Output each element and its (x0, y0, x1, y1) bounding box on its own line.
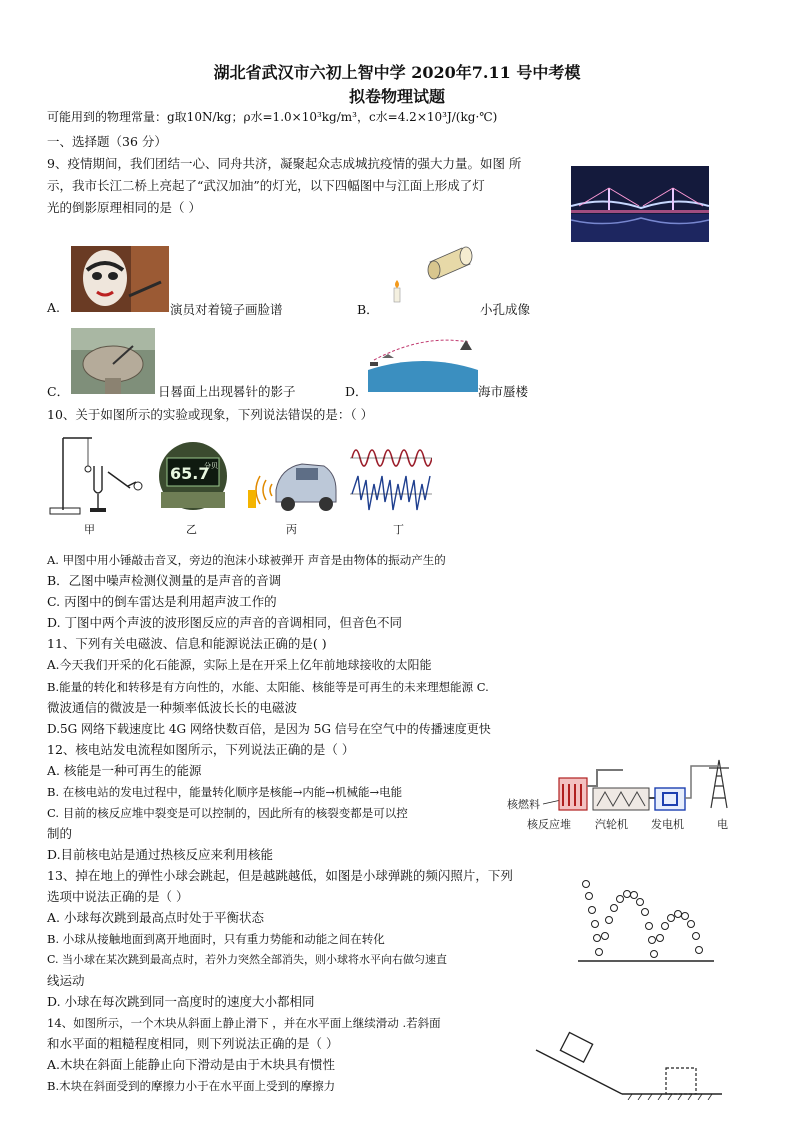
section-heading: 一、选择题（36 分） (47, 134, 167, 149)
q10-option-a: A. 甲图中用小锤敲击音叉，旁边的泡沫小球被弹开 声音是由物体的振动产生的 (47, 553, 446, 567)
q9-option-c-letter: C． (47, 384, 70, 399)
q14-option-a: A.木块在斜面上能静止向下滑动是由于木块具有惯性 (47, 1057, 336, 1072)
mirage-figure (368, 330, 478, 392)
q11-stem: 11、下列有关电磁波、信息和能源说法正确的是( ) (47, 636, 327, 651)
sound-waveforms-figure (350, 440, 432, 516)
q9-stem-line1: 9、疫情期间，我们团结一心、同舟共济，凝聚起众志成城抗疫情的强大力量。如图 所 (47, 156, 522, 171)
noise-meter-unit: 分贝 (204, 462, 218, 470)
q10-fig-label-c: 丙 (286, 523, 297, 536)
q13-option-a: A. 小球每次跳到最高点时处于平衡状态 (47, 910, 264, 925)
actor-mirror-makeup-photo (71, 246, 169, 312)
q9-option-a-letter: A. (47, 300, 61, 315)
q14-option-b: B.木块在斜面受到的摩擦力小于在水平面上受到的摩擦力 (47, 1079, 336, 1093)
tuning-fork-figure (48, 432, 148, 516)
q13-stem-line2: 选项中说法正确的是（ ） (47, 889, 189, 904)
q11-option-b: B.能量的转化和转移是有方向性的，水能、太阳能、核能等是可再生的未来理想能源 C. (47, 680, 489, 694)
fig-label-electricity: 电 (717, 818, 728, 831)
q13-option-b: B. 小球从接触地面到离开地面时，只有重力势能和动能之间在转化 (47, 932, 385, 946)
q11-option-c: 微波通信的微波是一种频率低波长长的电磁波 (47, 700, 298, 715)
q9-option-d-text: 海市蜃楼 (478, 384, 529, 399)
q13-option-c-line1: C. 当小球在某次跳到最高点时，若外力突然全部消失，则小球将水平向右做匀速直 (47, 953, 448, 966)
physics-constants: 可能用到的物理常量：g取10N/kg；ρ水=1.0×10³kg/m³，c水=4.2×10³J/(kg·℃) (47, 110, 498, 124)
q12-option-b: B. 在核电站的发电过程中，能量转化顺序是核能→内能→机械能→电能 (47, 785, 403, 799)
q11-option-a: A.今天我们开采的化石能源，实际上是在开采上亿年前地球接收的太阳能 (47, 658, 432, 672)
fig-label-generator: 发电机 (651, 818, 684, 831)
bouncing-ball-strobe-figure (578, 872, 714, 968)
q12-option-c-line1: C. 目前的核反应堆中裂变是可以控制的，因此所有的核裂变都是可以控 (47, 806, 408, 820)
q14-stem-line1: 14、如图所示，一个木块从斜面上静止滑下 ，并在水平面上继续滑动 .若斜面 (47, 1016, 441, 1030)
exam-title-line2: 拟卷物理试题 (348, 87, 445, 106)
q11-option-d: D.5G 网络下载速度比 4G 网络快数百倍，是因为 5G 信号在空气中的传播速度更快 (47, 722, 491, 736)
q10-option-b: B．乙图中噪声检测仪测量的是声音的音调 (47, 573, 282, 588)
sundial-photo (71, 328, 155, 394)
q13-option-d: D. 小球在每次跳到同一高度时的速度大小都相同 (47, 994, 315, 1009)
q9-option-d-letter: D． (345, 384, 368, 399)
pinhole-camera-figure (386, 244, 476, 312)
exam-title-line1: 湖北省武汉市六初上智中学 2020年7.11 号中考模 (213, 63, 581, 82)
q9-stem-line2: 示，我市长江二桥上亮起了“武汉加油”的灯光，以下四幅图中与江面上形成了灯 (47, 178, 485, 193)
q10-fig-label-b: 乙 (186, 523, 197, 536)
q12-option-c-line2: 制的 (47, 826, 73, 841)
q10-option-d: D. 丁图中两个声波的波形图反应的声音的音调相同，但音色不同 (47, 615, 403, 630)
q13-stem-line1: 13、掉在地上的弹性小球会跳起，但是越跳越低，如图是小球弹跳的频闪照片，下列 (47, 868, 513, 883)
bridge-night-photo (571, 166, 709, 242)
q10-fig-label-a: 甲 (84, 523, 95, 536)
q9-option-c-text: 日晷面上出现晷针的影子 (158, 384, 296, 399)
reversing-radar-figure (246, 450, 338, 514)
q9-option-b-text: 小孔成像 (480, 302, 531, 317)
incline-block-figure (532, 1030, 726, 1100)
q10-option-c: C. 丙图中的倒车雷达是利用超声波工作的 (47, 594, 277, 609)
noise-meter-figure (157, 440, 229, 512)
q12-stem: 12、核电站发电流程如图所示，下列说法正确的是（ ） (47, 742, 355, 757)
q13-option-c-line2: 线运动 (47, 973, 85, 988)
noise-meter-value: 65.7 (170, 464, 210, 483)
fig-label-turbine: 汽轮机 (595, 818, 628, 831)
q14-stem-line2: 和水平面的粗糙程度相同，则下列说法正确的是（ ） (47, 1036, 339, 1051)
q12-option-a: A. 核能是一种可再生的能源 (47, 763, 202, 778)
nuclear-power-flow-figure (505, 756, 745, 834)
q10-stem: 10、关于如图所示的实验或现象，下列说法错误的是：（ ） (47, 407, 374, 422)
q9-option-b-letter: B． (357, 302, 379, 317)
fig-fuel-label: 核燃料 (507, 798, 540, 811)
q9-option-a-text: 演员对着镜子画脸谱 (170, 302, 283, 317)
q10-fig-label-d: 丁 (393, 523, 404, 536)
q9-stem-line3: 光的倒影原理相同的是（ ） (47, 200, 201, 215)
q12-option-d: D.目前核电站是通过热核反应来利用核能 (47, 847, 274, 862)
fig-label-reactor: 核反应堆 (527, 818, 571, 831)
